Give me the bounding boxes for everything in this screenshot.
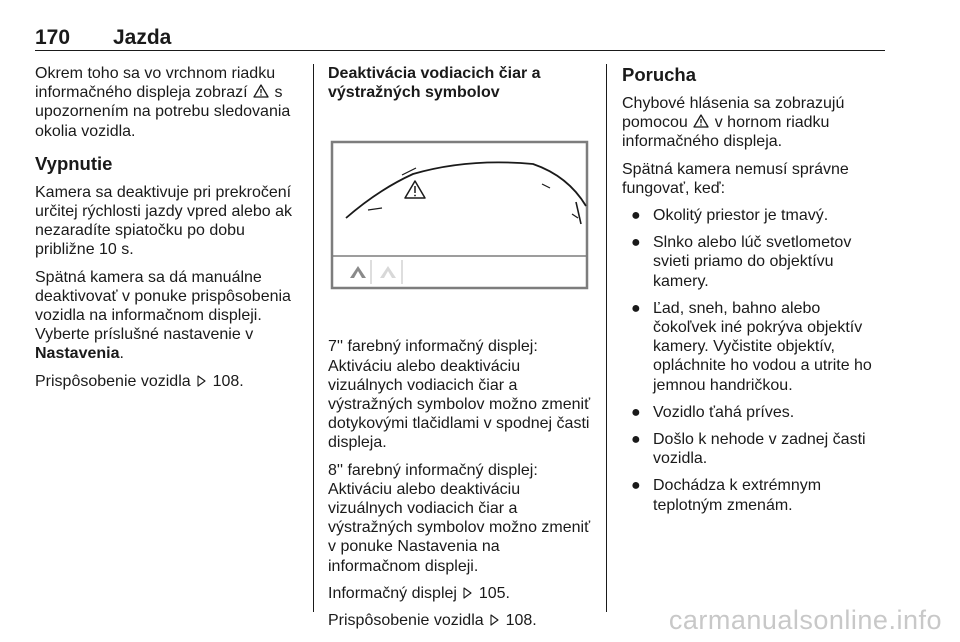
bullet: ● — [631, 431, 641, 449]
list-item-text: Dochádza k extrémnym teplotným zmenám. — [653, 477, 822, 514]
section-heading-porucha: Porucha — [622, 64, 697, 85]
reference-arrow-icon — [490, 612, 499, 624]
column-2 — [328, 64, 593, 638]
reference-text: Prispôsobenie vozidla — [328, 612, 484, 630]
intro-text: Okrem toho sa vo vrchnom riadku informačného displeja zobrazí — [35, 65, 276, 102]
paragraph: Kamera sa deaktivuje pri prekročení určitej rýchlosti jazdy vpred alebo ak nezaradíte spiatočku po dobu približne 10 s. — [35, 183, 293, 259]
page-header — [35, 26, 885, 51]
conditions-list — [622, 206, 887, 515]
list-item — [622, 476, 887, 514]
cross-reference[interactable] — [328, 611, 593, 630]
warning-triangle-icon — [253, 84, 269, 98]
list-item-text: Slnko alebo lúč svetlometov svieti priamo do objektívu kamery. — [653, 234, 852, 290]
reference-text: Informačný displej — [328, 584, 457, 602]
punctuation: . — [119, 345, 124, 363]
paragraph-7inch: 7'' farebný informačný displej: Aktiváciu alebo deaktiváciu vizuálnych vodiacich čiar a výstražných symbolov možno zmeniť dotykovými tlačidlami v spodnej časti displeja. — [328, 338, 591, 452]
section-heading-vypnutie: Vypnutie — [35, 152, 113, 174]
intro-text-end: s upozornením na potrebu sledovania okolia vozidla. — [35, 84, 291, 140]
bullet: ● — [631, 477, 641, 495]
reference-text: Prispôsobenie vozidla — [35, 372, 191, 390]
paragraph-text: Chybové hlásenia sa zobrazujú pomocou — [622, 95, 845, 132]
list-item-text: Ľad, sneh, bahno alebo čokoľvek iné pokrýva objektív kamery. Vyčistite objektív, opláchnite ho vodou a utrite ho jemnou handričkou. — [653, 299, 872, 394]
reference-page: 105. — [478, 584, 510, 602]
list-item — [622, 403, 887, 422]
column-3 — [622, 64, 887, 523]
bullet: ● — [631, 403, 641, 421]
cross-reference[interactable] — [328, 584, 593, 603]
reference-arrow-icon — [463, 585, 472, 597]
chapter-title: Jazda — [113, 26, 172, 49]
section-heading-guidelines: Deaktivácia vodiacich čiar a výstražných symbolov — [328, 65, 541, 102]
list-item-text: Okolitý priestor je tmavý. — [653, 207, 829, 225]
column-divider — [606, 64, 607, 612]
list-item — [622, 430, 887, 468]
reference-page: 108. — [212, 372, 244, 390]
list-item — [622, 206, 887, 225]
paragraph-8inch: 8'' farebný informačný displej: Aktiváciu alebo deaktiváciu vizuálnych vodiacich čiar a výstražných symbolov možno zmeniť v ponuke Nastavenia na informačnom displeji. — [328, 461, 591, 575]
bullet: ● — [631, 234, 641, 252]
column-divider — [313, 64, 314, 612]
reference-page: 108. — [505, 612, 537, 630]
camera-display-illustration — [328, 110, 593, 325]
bullet: ● — [631, 299, 641, 317]
bullet: ● — [631, 207, 641, 225]
list-item — [622, 233, 887, 291]
paragraph: Spätná kamera nemusí správne fungovať, keď: — [622, 160, 849, 197]
cross-reference[interactable] — [35, 372, 300, 391]
list-item — [622, 299, 887, 395]
settings-menu-name: Nastavenia — [35, 345, 120, 363]
page-number: 170 — [35, 26, 71, 49]
reference-arrow-icon — [197, 373, 206, 385]
list-item-text: Došlo k nehode v zadnej časti vozidla. — [653, 431, 866, 468]
camera-display-svg — [328, 110, 593, 325]
intro-paragraph — [35, 64, 300, 141]
column-1 — [35, 64, 300, 399]
watermark: carmanualsonline.info — [668, 605, 942, 635]
paragraph-text: Spätná kamera sa dá manuálne deaktivovať v ponuke prispôsobenia vozidla na informačnom displeji. Vyberte príslušné nastavenie v — [35, 268, 291, 344]
paragraph-text-end: v hornom riadku informačného displeja. — [622, 114, 830, 151]
paragraph — [35, 268, 300, 364]
warning-triangle-icon — [693, 114, 709, 128]
paragraph — [622, 94, 887, 152]
list-item-text: Vozidlo ťahá príves. — [653, 403, 795, 421]
